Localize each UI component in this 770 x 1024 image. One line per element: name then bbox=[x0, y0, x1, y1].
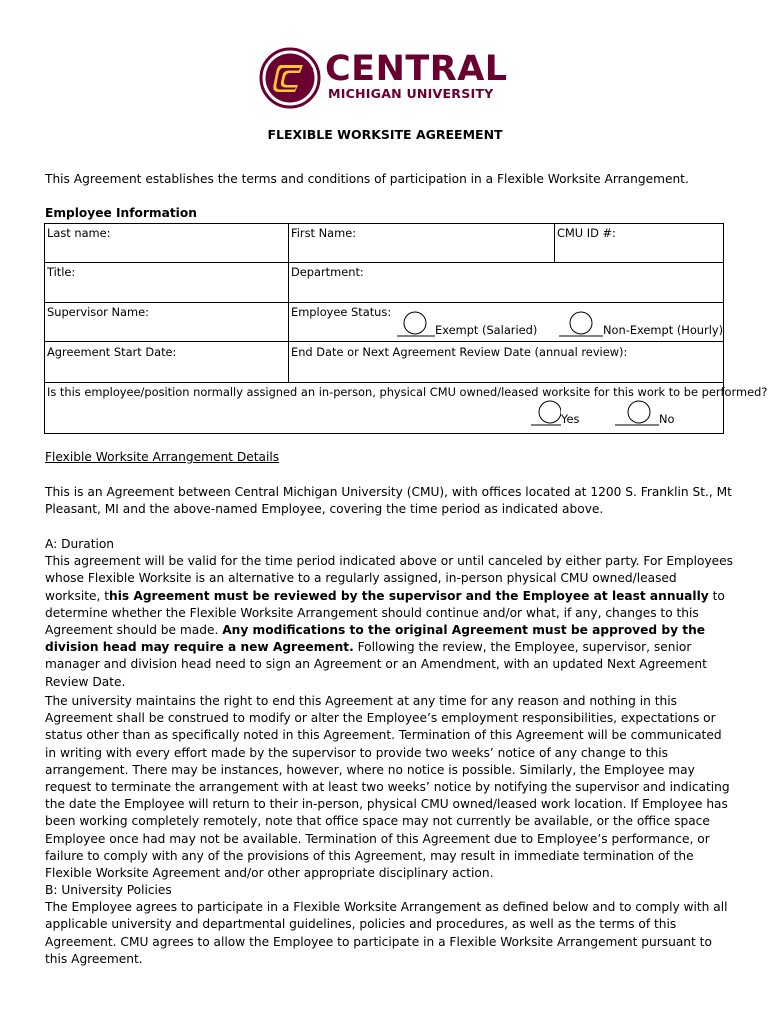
policies-section bbox=[45, 882, 735, 968]
parties-paragraph bbox=[45, 484, 735, 518]
table-divider bbox=[554, 224, 555, 262]
details-heading: Flexible Worksite Arrangement Details bbox=[45, 450, 280, 464]
department-field[interactable]: Department: bbox=[291, 265, 364, 279]
duration-text-a: This agreement will be valid for the time period indicated above or until canceled by either party. For Employees whose Flexible Worksite is an alternative to a regularly assigned, in-person physical CMU owned/leased worksite, t bbox=[45, 554, 734, 603]
cmu-id-field[interactable]: CMU ID #: bbox=[557, 226, 616, 240]
yes-option[interactable] bbox=[531, 400, 579, 426]
first-name-field[interactable]: First Name: bbox=[291, 226, 357, 240]
logo-wordmark-university: MICHIGAN UNIVERSITY bbox=[328, 86, 494, 101]
table-rule bbox=[45, 262, 723, 263]
exempt-label: Exempt (Salaried) bbox=[435, 323, 538, 337]
employee-info-table bbox=[44, 223, 768, 434]
document-title: FLEXIBLE WORKSITE AGREEMENT bbox=[267, 127, 503, 142]
policies-text: The Employee agrees to participate in a Flexible Worksite Arrangement as defined below and to comply with all applicable university and departmental guidelines, policies and procedures, as well as the terms of this Agreement. CMU agrees to allow the Employee to participate in a Flexible Worksite Arrangement pursuant to this Agreement. bbox=[45, 900, 728, 966]
end-date-field[interactable]: End Date or Next Agreement Review Date (annual review): bbox=[291, 345, 628, 359]
no-radio-icon[interactable] bbox=[615, 400, 659, 426]
no-label: No bbox=[659, 412, 675, 426]
title-field[interactable]: Title: bbox=[47, 265, 76, 279]
parties-text: This is an Agreement between Central Michigan University (CMU), with offices located at 1200 S. Franklin St., Mt Pleasant, MI and the above-named Employee, covering the time period as indicated above. bbox=[45, 485, 732, 517]
duration-text-e: Following the review, the Employee, supervisor, senior manager and division head need to sign an Agreement or an Amendment, with an updated Next Agreement Review Date. bbox=[45, 640, 707, 689]
yes-radio-icon[interactable] bbox=[531, 400, 561, 426]
non-exempt-option[interactable] bbox=[559, 311, 723, 337]
exempt-option[interactable] bbox=[397, 311, 537, 337]
table-rule bbox=[45, 341, 723, 342]
duration-text-d: Any modifications to the original Agreement must be approved by the division head may require a new Agreement. bbox=[45, 623, 706, 655]
worksite-question: Is this employee/position normally assigned an in-person, physical CMU owned/leased worksite for this work to be performed? bbox=[47, 385, 768, 399]
termination-text: The university maintains the right to end this Agreement at any time for any reason and nothing in this Agreement shall be construed to modify or alter the Employee’s employment responsibilities, expectations or status other than as specifically noted in this Agreement. Termination of this Agreement will be communicated in writing with every effort made by the supervisor to provide two weeks’ notice of any change to this arrangement. There may be instances, however, where no notice is possible. Similarly, the Employee may request to terminate the arrangement with at least two weeks’ notice by notifying the supervisor and indicating the date the Employee will return to their in-person, physical CMU owned/leased work location. If Employee has been working completely remotely, note that office space may not currently be available, or the office space Employee once had may not be available. Termination of this Agreement due to Employee’s performance, or failure to comply with any of the provisions of this Agreement, may result in immediate termination of the Flexible Worksite Agreement and/or other appropriate disciplinary action. bbox=[45, 694, 730, 881]
table-rule bbox=[45, 382, 723, 383]
non-exempt-radio-icon[interactable] bbox=[559, 311, 603, 337]
employee-info-heading: Employee Information bbox=[45, 206, 197, 220]
cmu-logo bbox=[259, 47, 519, 109]
last-name-field[interactable]: Last name: bbox=[47, 226, 111, 240]
yes-label: Yes bbox=[561, 412, 580, 426]
termination-paragraph bbox=[45, 693, 735, 882]
no-option[interactable] bbox=[615, 400, 675, 426]
duration-heading: A: Duration bbox=[45, 537, 115, 551]
non-exempt-label: Non-Exempt (Hourly) bbox=[603, 323, 724, 337]
employee-status-label: Employee Status: bbox=[291, 305, 392, 319]
table-divider bbox=[288, 224, 289, 382]
supervisor-name-field[interactable]: Supervisor Name: bbox=[47, 305, 149, 319]
table-rule bbox=[45, 302, 723, 303]
intro-text: This Agreement establishes the terms and conditions of participation in a Flexible Worksite Arrangement. bbox=[45, 172, 689, 186]
start-date-field[interactable]: Agreement Start Date: bbox=[47, 345, 177, 359]
exempt-radio-icon[interactable] bbox=[397, 311, 435, 337]
duration-paragraph bbox=[45, 553, 735, 691]
logo-wordmark-central: CENTRAL bbox=[325, 49, 508, 89]
cmu-c-mark-icon bbox=[259, 47, 321, 109]
policies-heading: B: University Policies bbox=[45, 883, 172, 897]
duration-text-c: to determine whether the Flexible Worksite Arrangement should continue and/or what, if any, changes to this Agreement should be made. bbox=[45, 588, 725, 638]
duration-text-b: his Agreement must be reviewed by the supervisor and the Employee at least annually bbox=[109, 588, 709, 603]
duration-section bbox=[45, 536, 735, 691]
